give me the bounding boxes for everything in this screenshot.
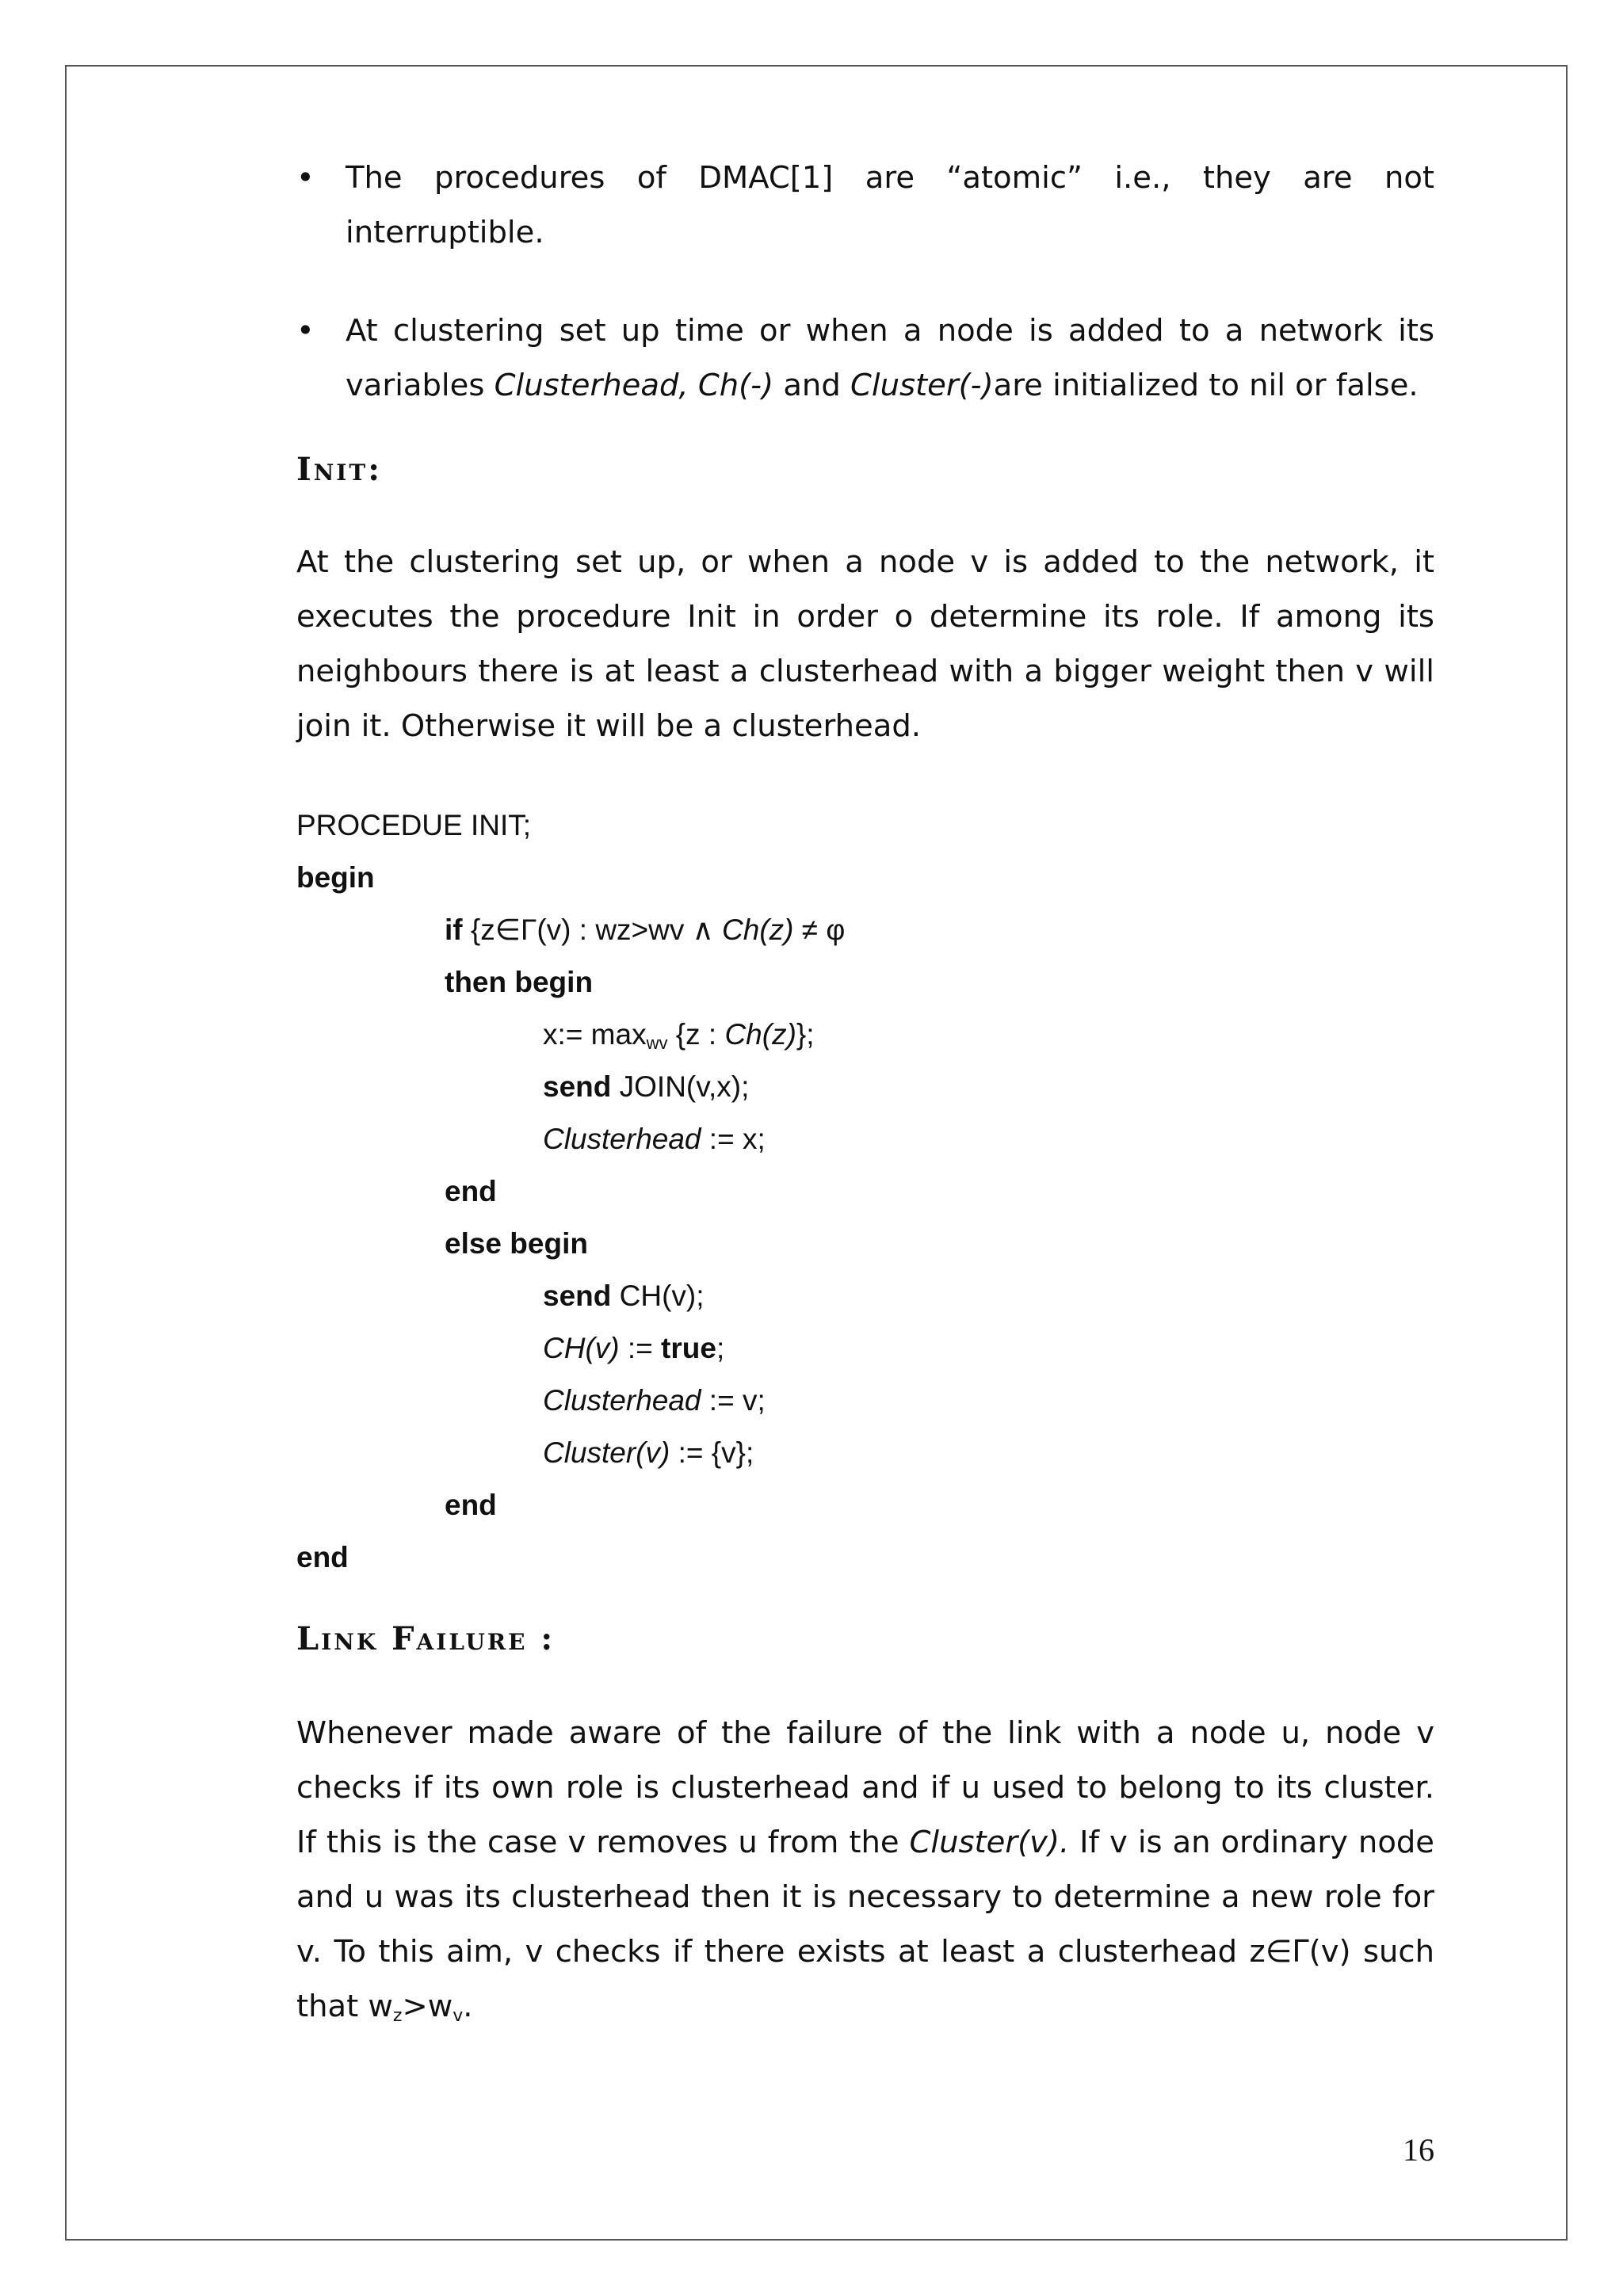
code-text: JOIN(v,x);: [611, 1070, 750, 1103]
page-content: [296, 151, 1434, 2043]
code-line: [296, 1322, 1434, 1375]
code-variable: Clusterhead: [543, 1384, 701, 1417]
code-keyword: else begin: [445, 1227, 588, 1260]
code-keyword: send: [543, 1070, 612, 1103]
code-text: := x;: [701, 1123, 766, 1155]
procedure-listing: [296, 799, 1434, 1584]
code-line: [296, 1270, 1434, 1322]
code-line: PROCEDUE INIT;: [296, 809, 532, 841]
code-line: [296, 1375, 1434, 1427]
subscript: v: [453, 2006, 464, 2026]
page-number: 16: [1403, 2132, 1434, 2168]
variable-name: Cluster(v).: [909, 1825, 1070, 1860]
variable-name: Cluster(-): [850, 368, 994, 403]
code-subscript: wv: [646, 1033, 668, 1053]
code-keyword: true: [661, 1332, 716, 1364]
bullet-text: The procedures of DMAC[1] are “atomic” i.e., they are not interruptible.: [346, 160, 1434, 250]
code-text: ;: [716, 1332, 725, 1364]
code-keyword: end: [296, 1541, 349, 1573]
code-text: };: [796, 1018, 815, 1051]
code-text: := {v};: [670, 1436, 754, 1469]
paragraph-text: .: [463, 1989, 473, 2024]
code-keyword: then begin: [445, 966, 594, 998]
code-line: [296, 1113, 1434, 1165]
init-paragraph: At the clustering set up, or when a node v is added to the network, it executes the procedure Init in order o determine its role. If among its neighbours there is at least a clusterhead with a bigger weight then v will join it. Otherwise it will be a clusterhead.: [296, 544, 1434, 744]
code-keyword: begin: [296, 861, 375, 894]
section-heading-init: Init:: [296, 451, 383, 488]
code-keyword: if: [445, 913, 463, 946]
code-variable: CH(v): [543, 1332, 620, 1364]
paragraph-text: Whenever made aware of the failure of the link with a node u, node v checks if its own role is clusterhead and if u used to belong to its cluster. If this is the case v removes u from the: [296, 1715, 1434, 1860]
code-line: [296, 1061, 1434, 1113]
bullet-dot-icon: •: [296, 313, 315, 349]
code-text: CH(v);: [611, 1280, 705, 1312]
code-text: {z :: [667, 1018, 725, 1051]
link-failure-paragraph: [296, 1706, 1434, 2043]
variable-name: Clusterhead, Ch(-): [494, 368, 774, 403]
code-variable: Cluster(v): [543, 1436, 670, 1469]
bullet-text: are initialized to nil or false.: [993, 368, 1419, 403]
code-line: [296, 1427, 1434, 1479]
bullet-item: [296, 303, 1434, 413]
section-heading-link-failure: Link Failure :: [296, 1620, 556, 1657]
code-text: {z∈Γ(v) : wz>wv ∧: [462, 913, 723, 946]
paragraph-text: >w: [402, 1989, 453, 2024]
code-variable: Ch(z): [722, 913, 794, 946]
code-text: := v;: [701, 1384, 766, 1417]
code-variable: Clusterhead: [543, 1123, 701, 1155]
code-text: :=: [619, 1332, 662, 1364]
paragraph-text: If v is an ordinary node and u was its clusterhead then it is necessary to determine a new role for v. To this aim, v checks if there exists at least a clusterhead z∈Γ(v) such that w: [296, 1825, 1434, 2024]
bullet-text: At clustering set up time or when a node is added to a network its variables: [346, 313, 1434, 403]
code-variable: Ch(z): [724, 1018, 796, 1051]
bullet-item: [296, 151, 1434, 260]
code-text: ≠ φ: [793, 913, 846, 946]
code-keyword: send: [543, 1280, 612, 1312]
bullet-dot-icon: •: [296, 160, 315, 196]
subscript: z: [392, 2006, 403, 2026]
code-text: x:= max: [543, 1018, 647, 1051]
code-line: [296, 1009, 1434, 1061]
code-keyword: end: [445, 1489, 497, 1521]
bullet-text: and: [773, 368, 851, 403]
code-keyword: end: [445, 1175, 497, 1207]
code-line: [296, 904, 1434, 956]
